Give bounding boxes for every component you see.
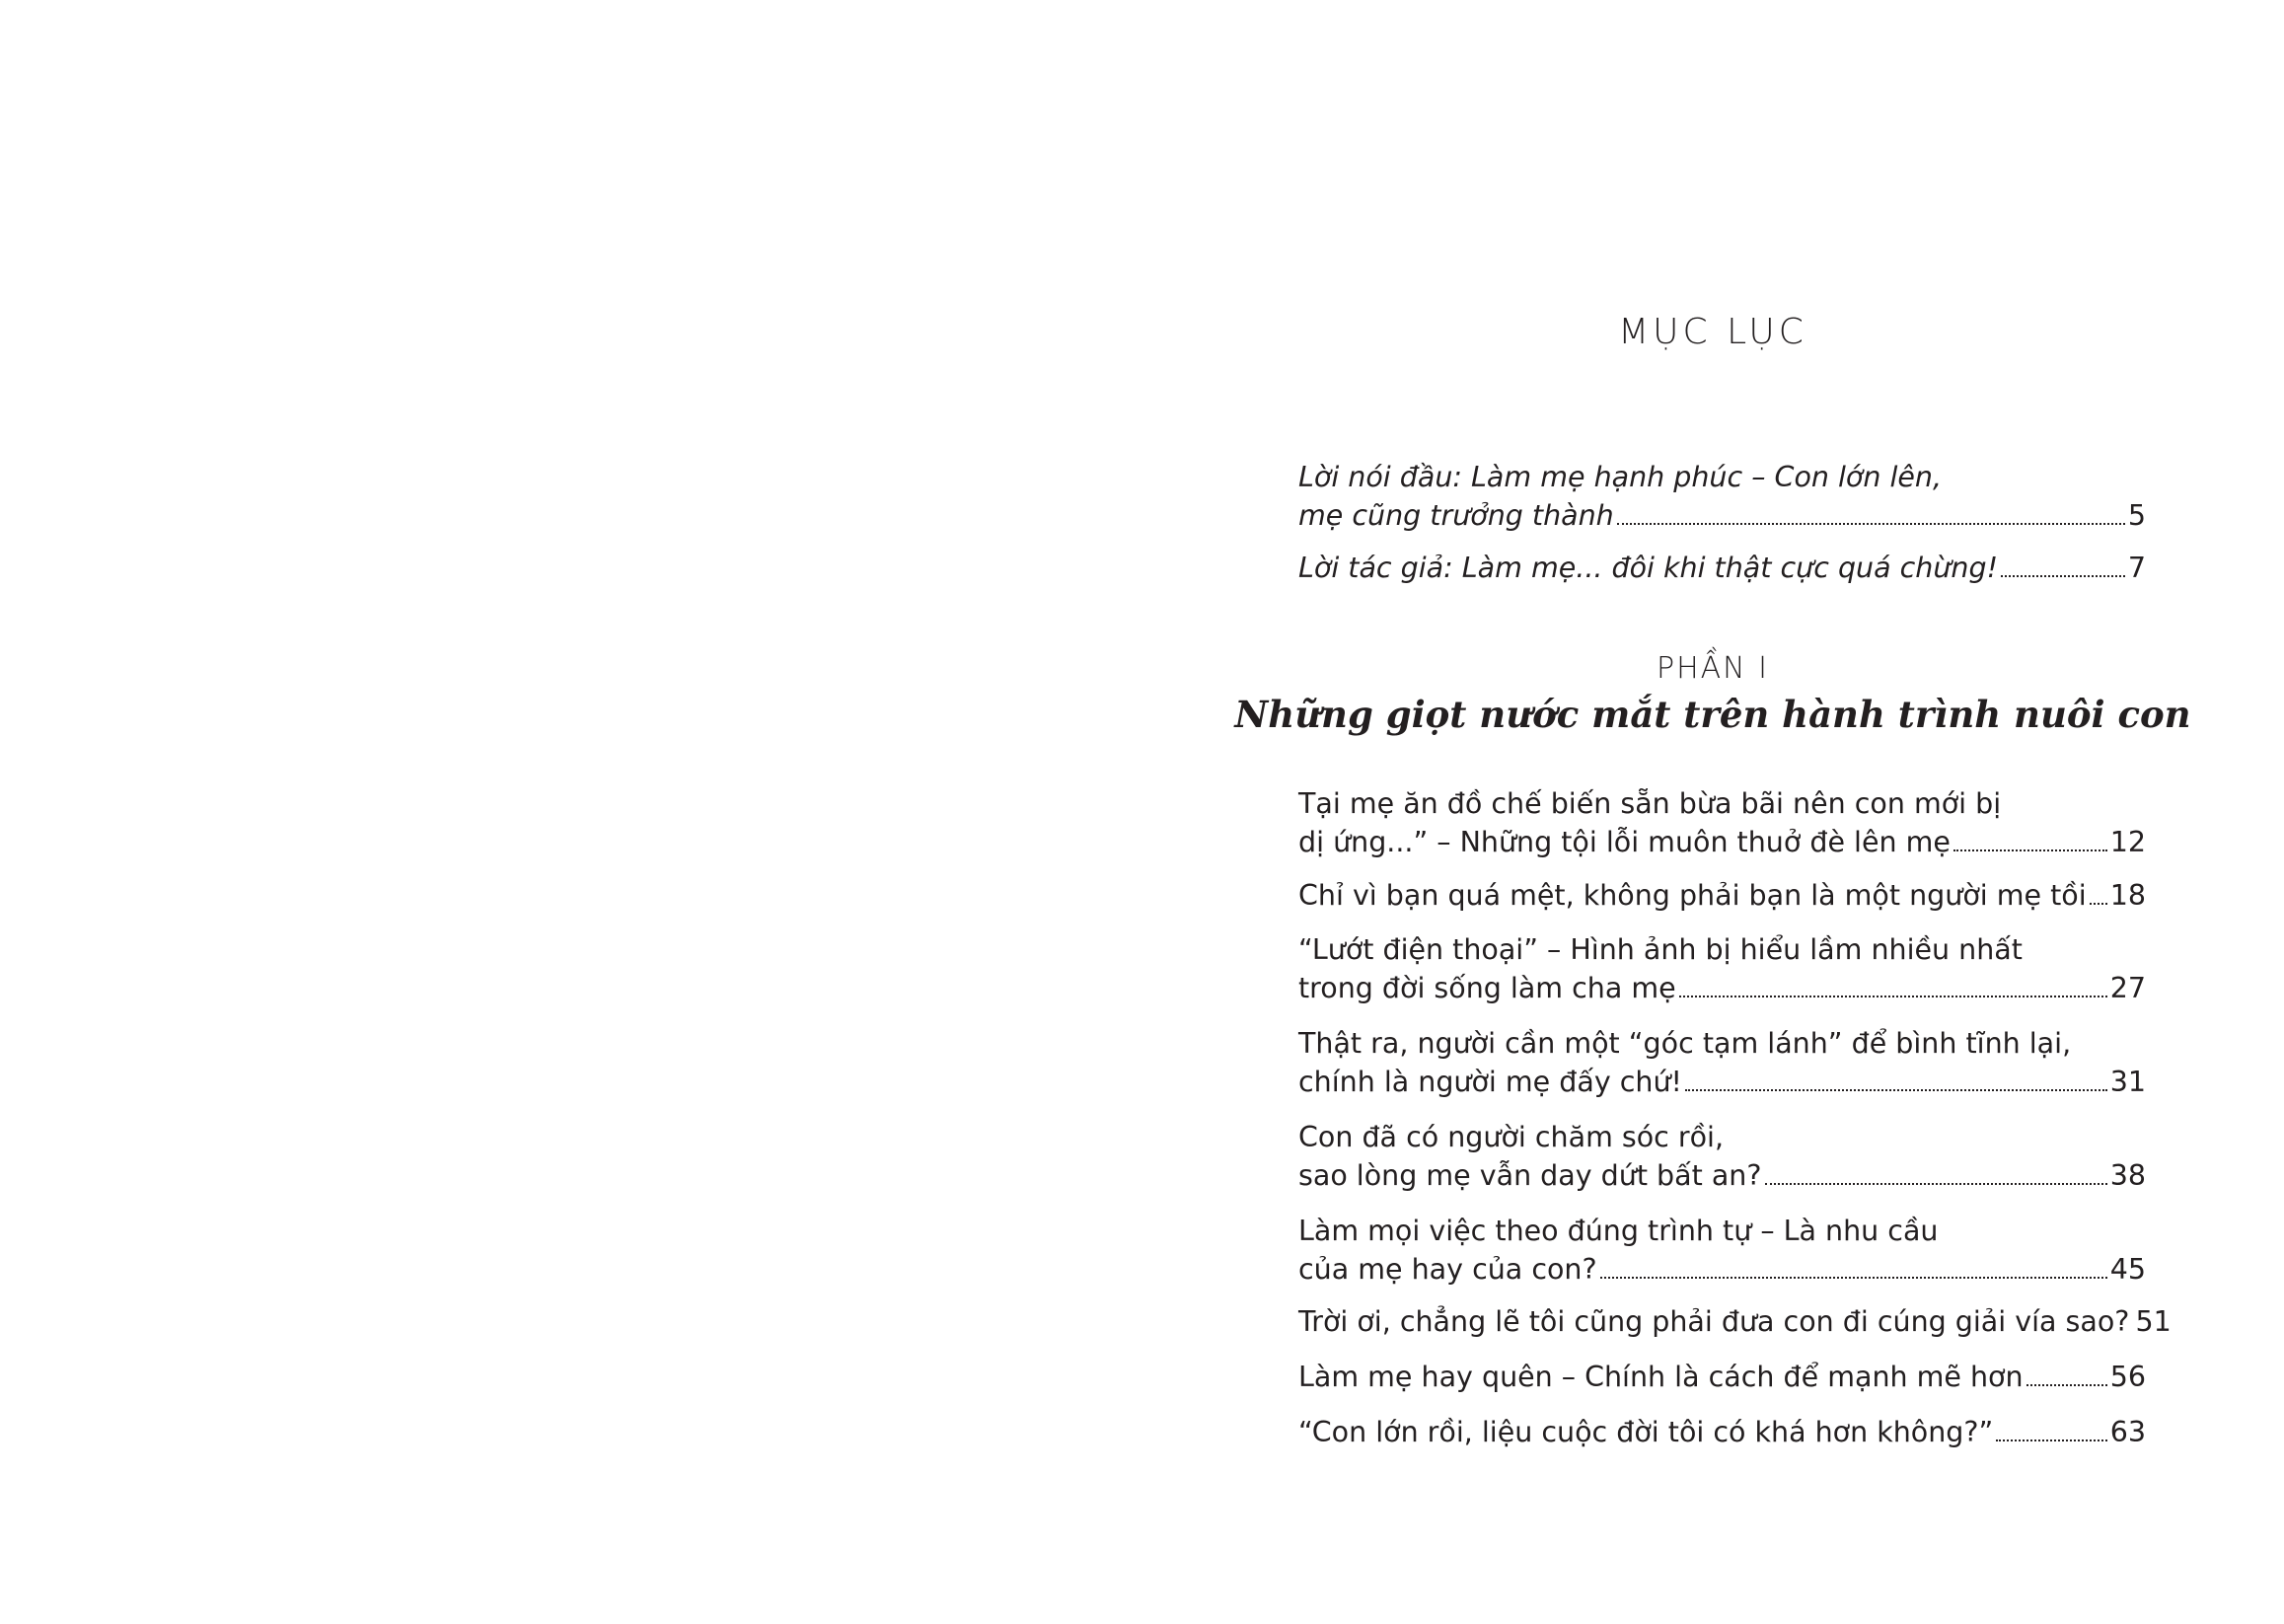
toc-entry-line: Tại mẹ ăn đồ chế biến sẵn bừa bãi nên con mới bị [1298, 787, 2002, 820]
page-number: 5 [2127, 499, 2146, 532]
dot-leader [1600, 1277, 2107, 1279]
toc-title: MỤC LỤC [1618, 312, 1807, 352]
toc-entry-line: chính là người mẹ đấy chứ! [1298, 1066, 1682, 1098]
dot-leader [1679, 996, 2107, 997]
page-number: 18 [2109, 879, 2146, 912]
dot-leader [1996, 1439, 2106, 1441]
toc-entry-line: của mẹ hay của con? [1298, 1253, 1597, 1286]
toc-entry-line: sao lòng mẹ vẫn day dứt bất an? [1298, 1159, 1762, 1192]
dot-leader [1617, 523, 2125, 525]
page-number: 12 [2109, 826, 2146, 858]
toc-entry-line: Trời ơi, chẳng lẽ tôi cũng phải đưa con đi cúng giải vía sao? [1298, 1305, 2130, 1338]
toc-entry-line: “Lướt điện thoại” – Hình ảnh bị hiểu lầm nhiều nhất [1298, 933, 2023, 966]
toc-entry-line: Lời tác giả: Làm mẹ... đôi khi thật cực quá chừng! [1298, 552, 1998, 584]
toc-entry-line: Làm mọi việc theo đúng trình tự – Là nhu cầu [1298, 1215, 1939, 1247]
page-number: 27 [2109, 972, 2146, 1004]
toc-entry[interactable] [1298, 1413, 2146, 1451]
toc-entry-line: Con đã có người chăm sóc rồi, [1298, 1121, 1725, 1153]
front-matter-list-2 [1298, 549, 2146, 587]
part-label: PHẦN I [1657, 651, 1769, 686]
page-number: 31 [2109, 1066, 2146, 1098]
toc-entry[interactable] [1298, 1024, 2146, 1101]
part-title: Những giọt nước mắt trên hành trình nuôi con [1234, 693, 2191, 736]
toc-entry-line: mẹ cũng trưởng thành [1298, 499, 1614, 532]
toc-entry[interactable] [1298, 876, 2146, 915]
part-entries-8 [1298, 1358, 2146, 1396]
page-number: 38 [2109, 1159, 2146, 1192]
part-entries [1298, 784, 2146, 861]
part-entries-7 [1298, 1302, 2172, 1341]
toc-entry[interactable] [1298, 784, 2146, 861]
part-entries-9 [1298, 1413, 2146, 1451]
toc-entry-preface[interactable] [1298, 458, 2146, 535]
toc-entry-line: Làm mẹ hay quên – Chính là cách để mạnh mẽ hơn [1298, 1361, 2024, 1393]
toc-entry-line: Thật ra, người cần một “góc tạm lánh” để bình tĩnh lại, [1298, 1027, 2072, 1060]
toc-entry[interactable] [1298, 1212, 2146, 1289]
page-number: 45 [2109, 1253, 2146, 1286]
toc-entry-line: Chỉ vì bạn quá mệt, không phải bạn là một người mẹ tồi [1298, 879, 2087, 912]
part-entries-3 [1298, 930, 2146, 1007]
front-matter-list [1298, 458, 2146, 535]
part-entries-2 [1298, 876, 2146, 915]
toc-entry[interactable] [1298, 1358, 2146, 1396]
page-number: 7 [2127, 552, 2146, 584]
toc-entry[interactable] [1298, 1302, 2172, 1341]
page-number: 56 [2109, 1361, 2146, 1393]
toc-entry[interactable] [1298, 930, 2146, 1007]
toc-entry-line: Lời nói đầu: Làm mẹ hạnh phúc – Con lớn lên, [1298, 461, 1943, 493]
dot-leader [2001, 575, 2125, 577]
toc-entry-line: trong đời sống làm cha mẹ [1298, 972, 1676, 1004]
toc-entry[interactable] [1298, 1118, 2146, 1195]
toc-entry-line: “Con lớn rồi, liệu cuộc đời tôi có khá hơn không?” [1298, 1416, 1994, 1448]
page-number: 51 [2135, 1305, 2172, 1338]
dot-leader [1953, 849, 2107, 851]
toc-entry-author-note[interactable] [1298, 549, 2146, 587]
part-entries-4 [1298, 1024, 2146, 1101]
toc-entry-line: dị ứng...” – Những tội lỗi muôn thuở đè lên mẹ [1298, 826, 1951, 858]
dot-leader [2090, 903, 2107, 905]
dot-leader [2026, 1384, 2107, 1386]
page-number: 63 [2109, 1416, 2146, 1448]
part-entries-5 [1298, 1118, 2146, 1195]
dot-leader [1765, 1183, 2107, 1185]
dot-leader [1685, 1089, 2107, 1091]
part-entries-6 [1298, 1212, 2146, 1289]
